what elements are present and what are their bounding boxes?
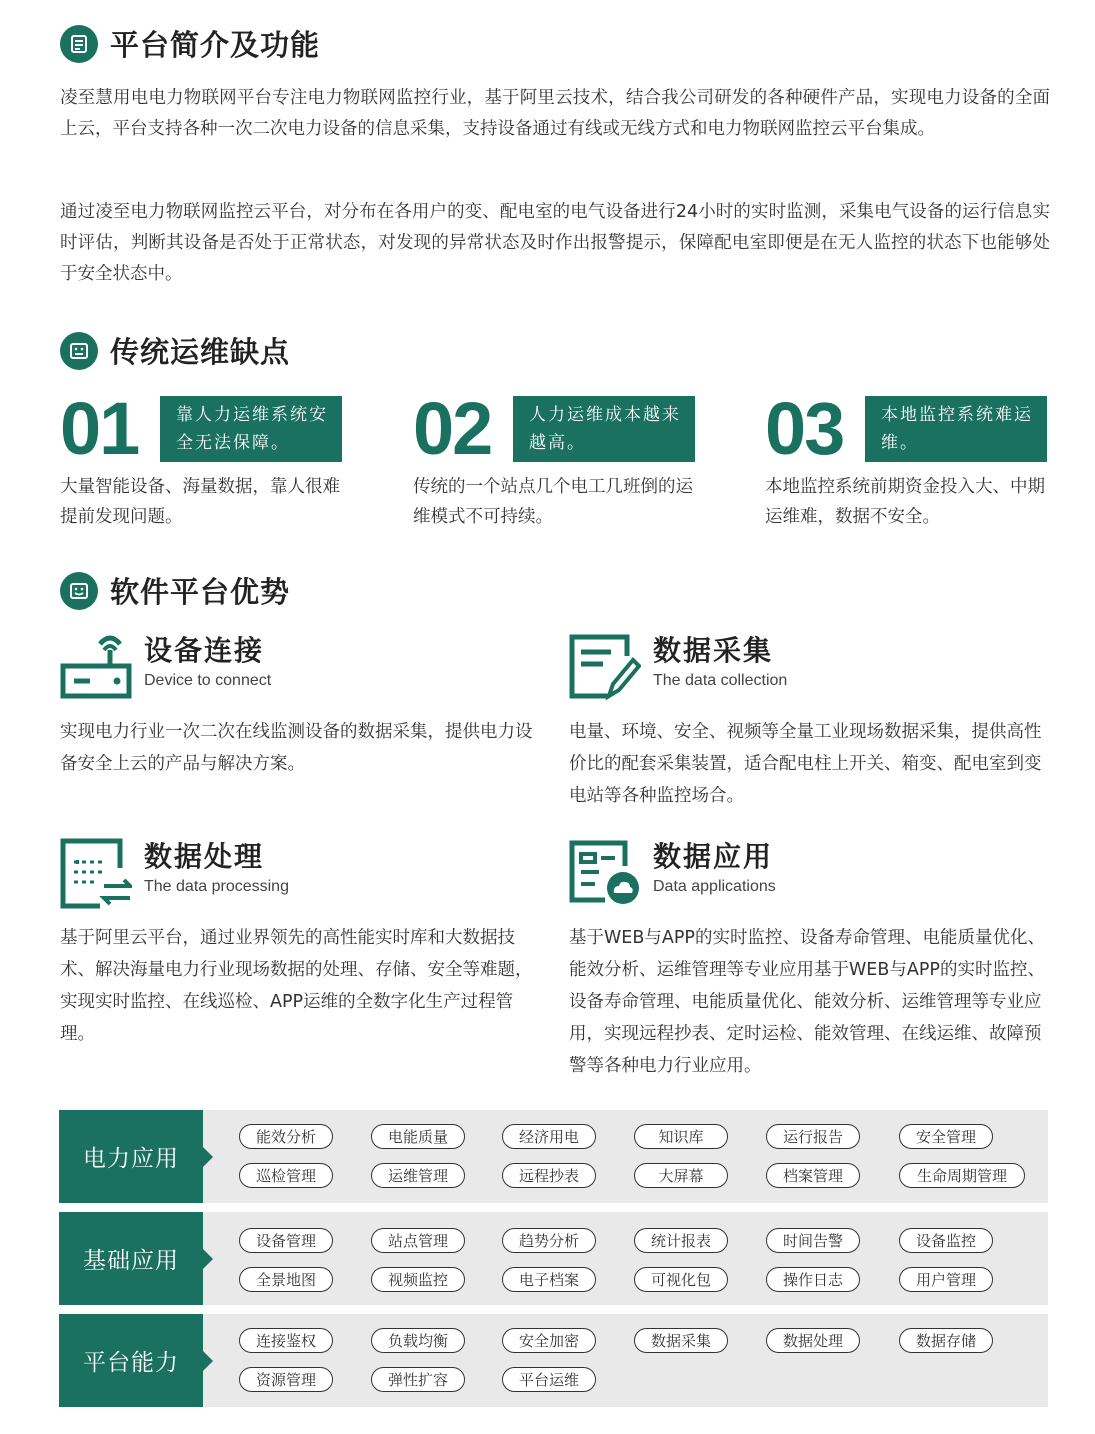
advantage-data-applications	[569, 838, 1054, 1078]
tag-pill: 运行报告	[766, 1124, 860, 1149]
tag-pill: 弹性扩容	[371, 1367, 465, 1392]
advantage-title: 数据采集	[653, 634, 774, 667]
intro-paragraph-2: 通过凌至电力物联网监控云平台，对分布在各用户的变、配电室的电气设备进行24小时的实时监测，采集电气设备的运行信息实时评估，判断其设备是否处于正常状态，对发现的异常状态及时作出报警提示，保障配电室即便是在无人监控的状态下也能够处于安全状态中。	[60, 202, 1050, 284]
tag-pill: 全景地图	[239, 1267, 333, 1292]
advantage-data-processing	[60, 838, 545, 1048]
tag-pill: 可视化包	[634, 1267, 728, 1292]
tag-pill: 视频监控	[371, 1267, 465, 1292]
band-label: 电力应用	[59, 1110, 203, 1203]
tag-pill: 数据存储	[899, 1328, 993, 1353]
tag-pill: 数据处理	[766, 1328, 860, 1353]
band-platform-capabilities	[59, 1314, 1048, 1407]
advantage-description: 基于WEB与APP的实时监控、设备寿命管理、电能质量优化、能效分析、运维管理等专业应用基于WEB与APP的实时监控、设备寿命管理、电能质量优化、能效分析、运维管理等专业应用，实现远程抄表、定时运检、能效管理、在线运维、故障预警等各种电力行业应用。	[569, 928, 1045, 1076]
tag-pill: 数据采集	[634, 1328, 728, 1353]
tag-pill: 能效分析	[239, 1124, 333, 1149]
tag-pill: 电能质量	[371, 1124, 465, 1149]
tag-pill: 用户管理	[899, 1267, 993, 1292]
pain-description: 本地监控系统前期资金投入大、中期运维难，数据不安全。	[765, 477, 1045, 527]
tag-pill: 安全管理	[899, 1124, 993, 1149]
pain-headline: 人力运维成本越来越高。	[513, 396, 695, 462]
tag-pill: 电子档案	[502, 1267, 596, 1292]
section-title-pain	[60, 330, 290, 371]
tag-pill: 趋势分析	[502, 1228, 596, 1253]
advantage-device-connect	[60, 632, 545, 782]
pain-headline: 靠人力运维系统安全无法保障。	[160, 396, 342, 462]
tag-pill: 操作日志	[766, 1267, 860, 1292]
pain-number: 01	[60, 387, 139, 470]
tag-pill: 平台运维	[502, 1367, 596, 1392]
pain-headline: 本地监控系统难运维。	[865, 396, 1047, 462]
tag-pill: 站点管理	[371, 1228, 465, 1253]
advantage-subtitle: Device to connect	[144, 672, 272, 689]
pain-description: 传统的一个站点几个电工几班倒的运维模式不可持续。	[413, 477, 693, 527]
tag-pill: 统计报表	[634, 1228, 728, 1253]
smile-icon	[60, 572, 98, 610]
pain-description: 大量智能设备、海量数据，靠人很难提前发现问题。	[60, 477, 340, 527]
tag-pill: 连接鉴权	[239, 1328, 333, 1353]
section-heading: 传统运维缺点	[110, 335, 291, 369]
advantage-description: 实现电力行业一次二次在线监测设备的数据采集，提供电力设备安全上云的产品与解决方案。	[60, 722, 533, 774]
pain-number: 02	[413, 387, 492, 470]
advantage-description: 基于阿里云平台，通过业界领先的高性能实时库和大数据技术、解决海量电力行业现场数据的处理、存储、安全等难题，实现实时监控、在线巡检、APP运维的全数字化生产过程管理。	[60, 928, 533, 1044]
pain-point-2	[413, 387, 703, 536]
advantage-subtitle: The data processing	[144, 878, 289, 895]
tag-pill: 安全加密	[502, 1328, 596, 1353]
advantage-data-collection	[569, 632, 1054, 812]
section-title-advantages	[60, 570, 290, 611]
section-title-intro	[60, 23, 320, 64]
advantage-description: 电量、环境、安全、视频等全量工业现场数据采集，提供高性价比的配套采集装置，适合配电柱上开关、箱变、配电室到变电站等各种监控场合。	[569, 722, 1042, 806]
tag-pill: 设备管理	[239, 1228, 333, 1253]
list-icon	[60, 25, 98, 63]
advantage-title: 设备连接	[144, 634, 265, 667]
data-processing-icon	[60, 838, 132, 910]
section-heading: 平台简介及功能	[110, 28, 321, 62]
advantage-title: 数据处理	[144, 840, 265, 873]
tag-pill: 生命周期管理	[899, 1163, 1025, 1188]
tag-pill: 负载均衡	[371, 1328, 465, 1353]
frame-icon	[60, 332, 98, 370]
tag-pill: 时间告警	[766, 1228, 860, 1253]
tag-pill: 经济用电	[502, 1124, 596, 1149]
tag-pill: 巡检管理	[239, 1163, 333, 1188]
band-label: 平台能力	[59, 1314, 203, 1407]
document-pen-icon	[569, 632, 641, 704]
tag-pill: 设备监控	[899, 1228, 993, 1253]
pain-number: 03	[765, 387, 844, 470]
tag-pill: 远程抄表	[502, 1163, 596, 1188]
router-icon	[60, 632, 132, 704]
tag-pill: 档案管理	[766, 1163, 860, 1188]
tag-pill: 运维管理	[371, 1163, 465, 1188]
pain-point-3	[765, 387, 1055, 536]
band-basic-applications	[59, 1212, 1048, 1305]
tag-pill: 大屏幕	[634, 1163, 728, 1188]
section-heading: 软件平台优势	[110, 575, 291, 609]
pain-point-1	[60, 387, 350, 536]
advantage-subtitle: Data applications	[653, 878, 776, 895]
band-power-applications	[59, 1110, 1048, 1203]
advantage-title: 数据应用	[653, 840, 774, 873]
tag-pill: 资源管理	[239, 1367, 333, 1392]
cloud-app-icon	[569, 838, 641, 910]
intro-paragraph-1: 凌至慧用电电力物联网平台专注电力物联网监控行业，基于阿里云技术，结合我公司研发的各种硬件产品，实现电力设备的全面上云，平台支持各种一次二次电力设备的信息采集，支持设备通过有线或无线方式和电力物联网监控云平台集成。	[60, 88, 1050, 139]
band-label: 基础应用	[59, 1212, 203, 1305]
tag-pill: 知识库	[634, 1124, 728, 1149]
advantage-subtitle: The data collection	[653, 672, 788, 689]
